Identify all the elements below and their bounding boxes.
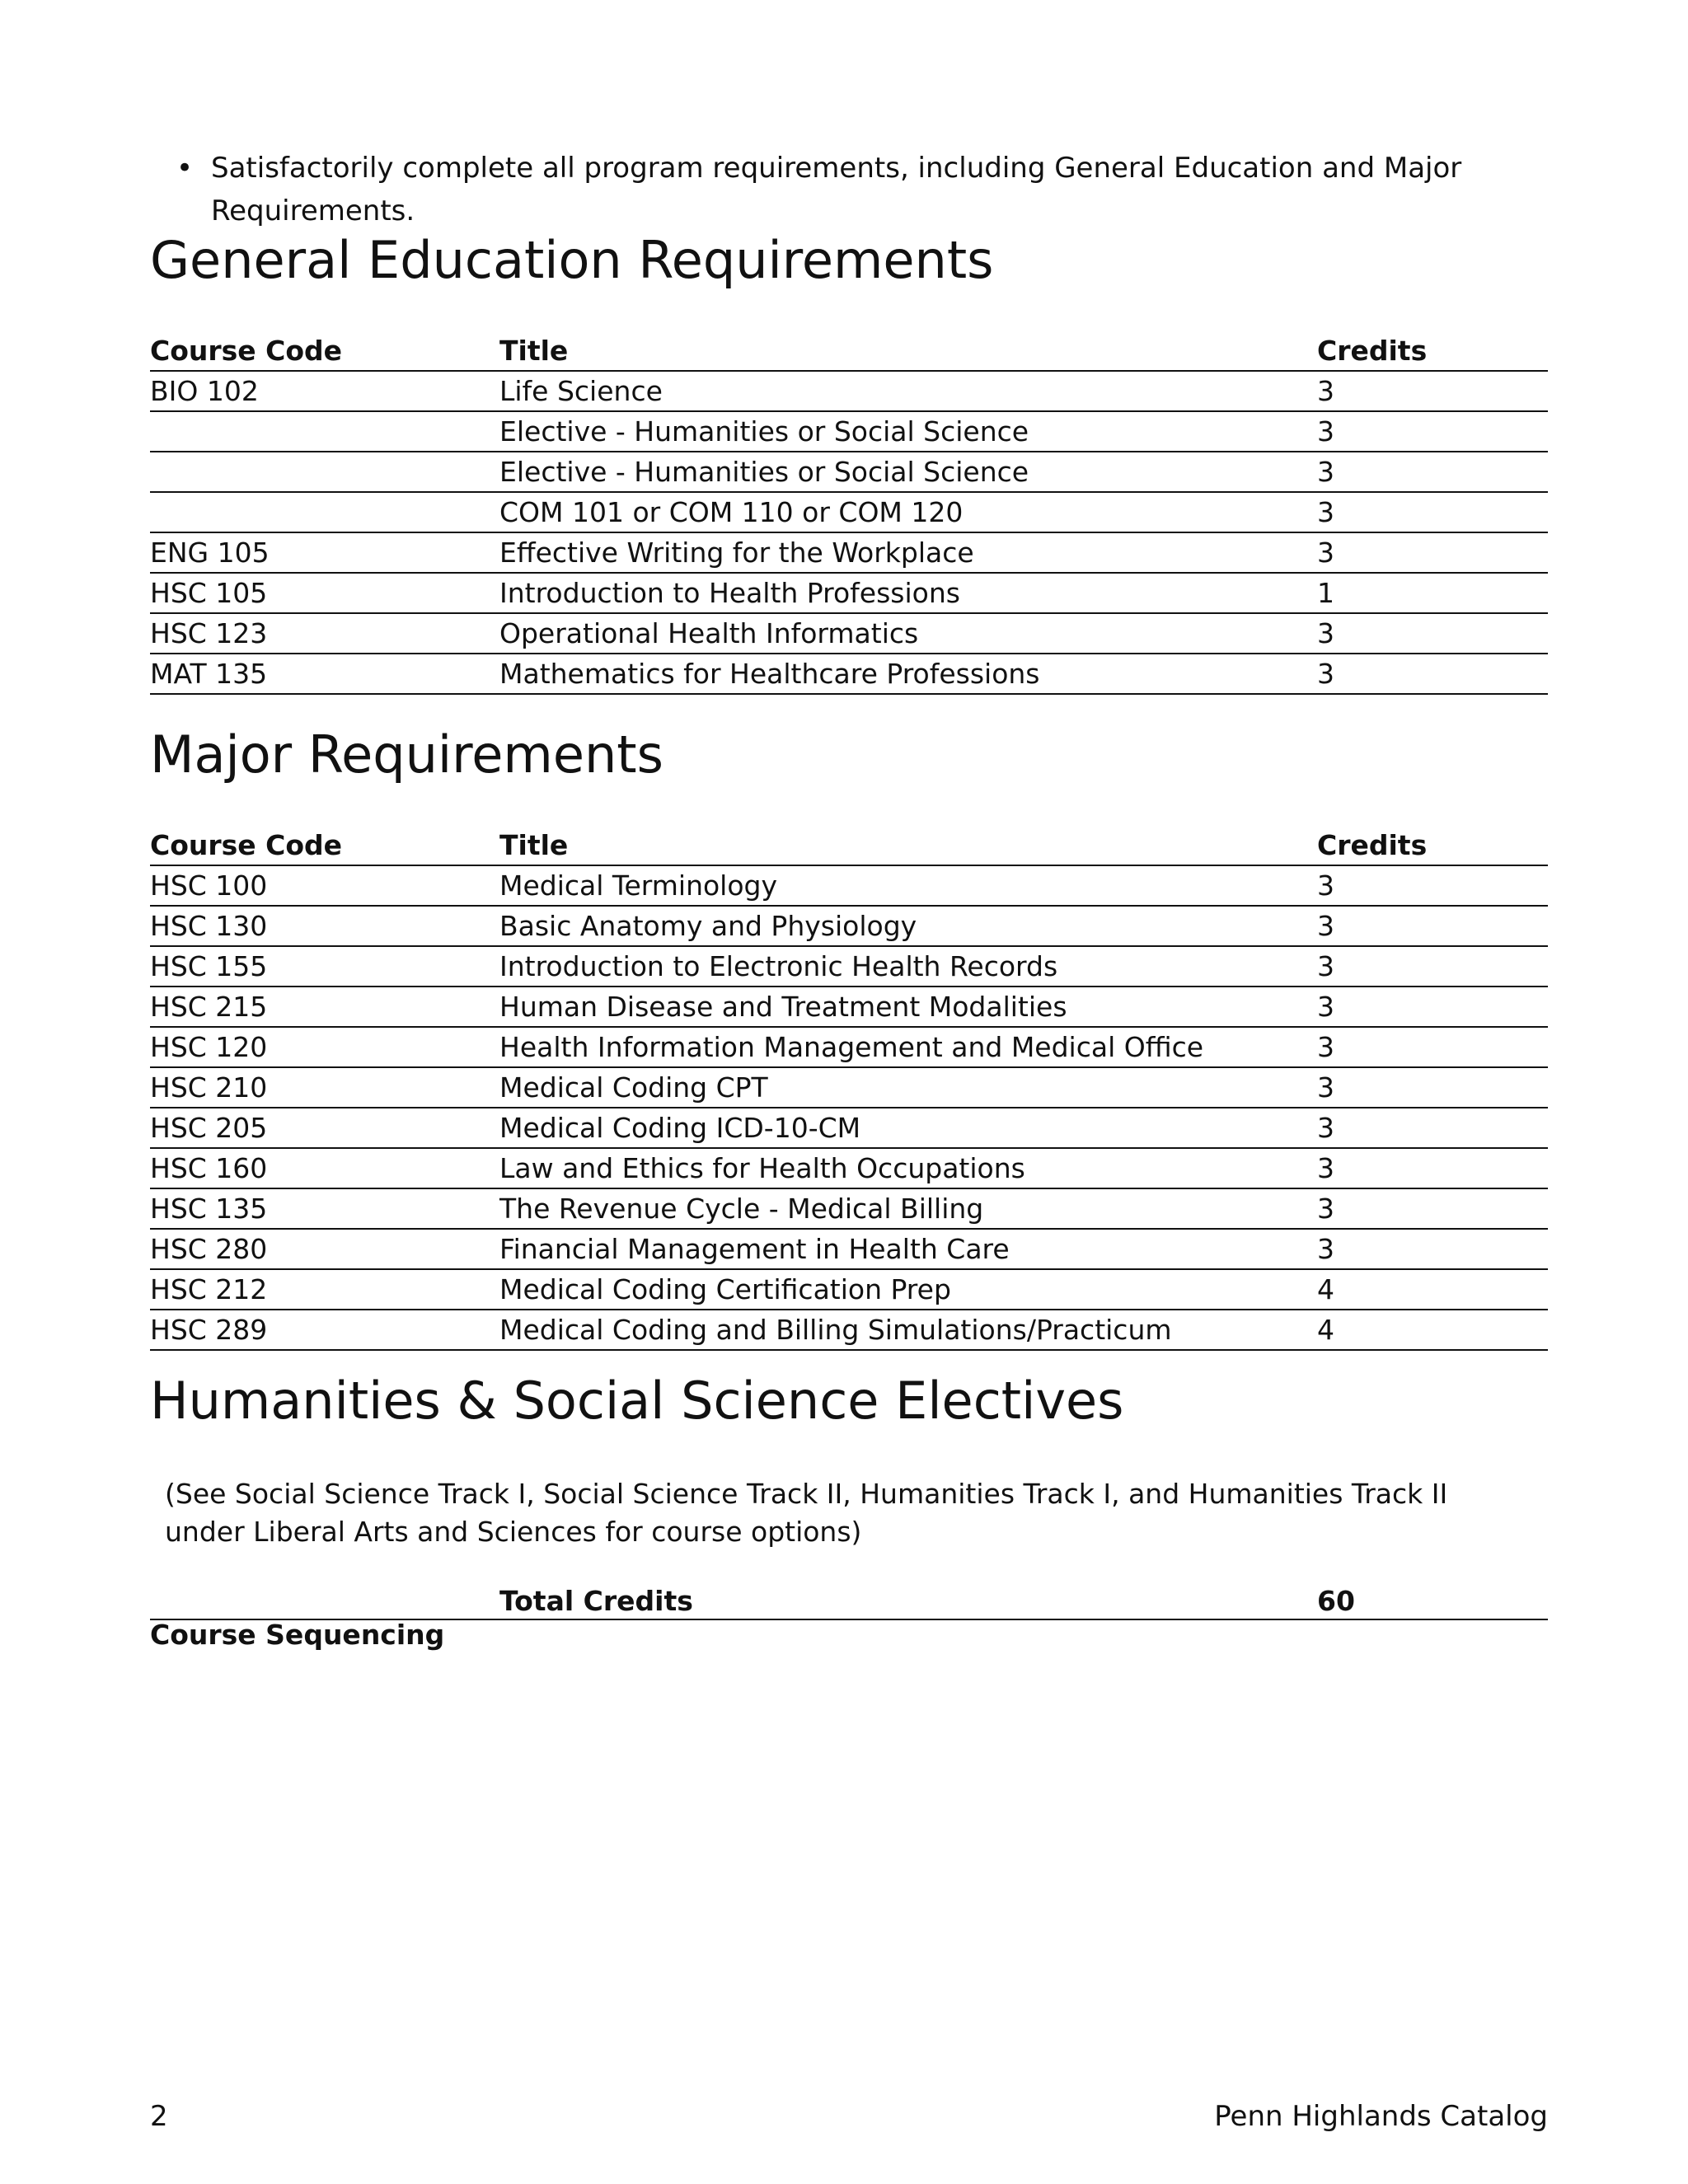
column-header-title: Title (499, 331, 1317, 371)
course-credits: 3 (1317, 613, 1548, 654)
course-credits: 4 (1317, 1310, 1548, 1350)
table-row (150, 532, 1548, 573)
course-title: Elective - Humanities or Social Science (499, 452, 1317, 492)
course-title: Human Disease and Treatment Modalities (499, 987, 1317, 1027)
total-credits-row (150, 1579, 1548, 1620)
course-code: HSC 212 (150, 1269, 499, 1310)
course-credits: 3 (1317, 452, 1548, 492)
course-code: HSC 215 (150, 987, 499, 1027)
course-credits: 3 (1317, 492, 1548, 532)
course-sequencing-label: Course Sequencing (150, 1619, 445, 1651)
course-code: HSC 160 (150, 1148, 499, 1188)
course-title: Introduction to Electronic Health Records (499, 946, 1317, 987)
table-row (150, 492, 1548, 532)
course-credits: 3 (1317, 371, 1548, 411)
table-row (150, 906, 1548, 946)
course-code (150, 492, 499, 532)
course-credits: 3 (1317, 987, 1548, 1027)
course-code (150, 411, 499, 452)
requirement-item (176, 147, 1545, 232)
general-education-table (150, 331, 1548, 695)
table-row (150, 1310, 1548, 1350)
table-row (150, 1067, 1548, 1108)
course-title: Basic Anatomy and Physiology (499, 906, 1317, 946)
table-row (150, 1027, 1548, 1067)
table-row (150, 411, 1548, 452)
course-title: Mathematics for Healthcare Professions (499, 654, 1317, 694)
course-credits: 1 (1317, 573, 1548, 613)
course-code: HSC 210 (150, 1067, 499, 1108)
course-code: ENG 105 (150, 532, 499, 573)
course-code: HSC 155 (150, 946, 499, 987)
course-title: Effective Writing for the Workplace (499, 532, 1317, 573)
course-code: HSC 280 (150, 1229, 499, 1269)
course-code (150, 452, 499, 492)
course-credits: 4 (1317, 1269, 1548, 1310)
table-row (150, 573, 1548, 613)
course-code: HSC 123 (150, 613, 499, 654)
course-credits: 3 (1317, 1067, 1548, 1108)
total-credits-value: 60 (1317, 1585, 1355, 1617)
course-title: Life Science (499, 371, 1317, 411)
course-title: The Revenue Cycle - Medical Billing (499, 1188, 1317, 1229)
table-row (150, 865, 1548, 906)
course-credits: 3 (1317, 906, 1548, 946)
course-credits: 3 (1317, 654, 1548, 694)
table-header-row (150, 331, 1548, 371)
table-row (150, 1108, 1548, 1148)
column-header-code: Course Code (150, 826, 499, 865)
total-credits-label: Total Credits (499, 1585, 693, 1617)
course-credits: 3 (1317, 532, 1548, 573)
course-credits: 3 (1317, 1108, 1548, 1148)
course-credits: 3 (1317, 946, 1548, 987)
catalog-title: Penn Highlands Catalog (1214, 2100, 1548, 2133)
table-row (150, 371, 1548, 411)
course-code: HSC 105 (150, 573, 499, 613)
course-code: HSC 100 (150, 865, 499, 906)
table-row (150, 1229, 1548, 1269)
table-row (150, 613, 1548, 654)
course-code: HSC 135 (150, 1188, 499, 1229)
column-header-credits: Credits (1317, 331, 1548, 371)
course-credits: 3 (1317, 865, 1548, 906)
general-education-heading: General Education Requirements (150, 230, 994, 290)
table-row (150, 452, 1548, 492)
page-number: 2 (150, 2100, 168, 2133)
requirements-list (176, 147, 1545, 232)
course-code: HSC 120 (150, 1027, 499, 1067)
electives-note: (See Social Science Track I, Social Science Track II, Humanities Track I, and Humanities Track II under Liberal Arts and Sciences for course options) (165, 1478, 1448, 1548)
table-row (150, 1269, 1548, 1310)
course-credits: 3 (1317, 1229, 1548, 1269)
course-title: Medical Terminology (499, 865, 1317, 906)
table-header-row (150, 826, 1548, 865)
course-code: HSC 289 (150, 1310, 499, 1350)
course-code: HSC 130 (150, 906, 499, 946)
course-title: Medical Coding CPT (499, 1067, 1317, 1108)
course-credits: 3 (1317, 411, 1548, 452)
course-title: Financial Management in Health Care (499, 1229, 1317, 1269)
course-title: Elective - Humanities or Social Science (499, 411, 1317, 452)
column-header-code: Course Code (150, 331, 499, 371)
course-title: Medical Coding ICD-10-CM (499, 1108, 1317, 1148)
table-row (150, 654, 1548, 694)
requirement-text: Satisfactorily complete all program requirements, including General Education and Major Requirements. (211, 152, 1462, 227)
course-credits: 3 (1317, 1148, 1548, 1188)
course-code: BIO 102 (150, 371, 499, 411)
course-title: Health Information Management and Medical Office (499, 1027, 1317, 1067)
course-title: Medical Coding Certification Prep (499, 1269, 1317, 1310)
bullet-icon: • (176, 152, 194, 185)
course-credits: 3 (1317, 1188, 1548, 1229)
course-title: Medical Coding and Billing Simulations/Practicum (499, 1310, 1317, 1350)
table-row (150, 987, 1548, 1027)
table-row (150, 946, 1548, 987)
electives-heading: Humanities & Social Science Electives (150, 1371, 1124, 1431)
course-code: MAT 135 (150, 654, 499, 694)
course-title: Introduction to Health Professions (499, 573, 1317, 613)
course-title: COM 101 or COM 110 or COM 120 (499, 492, 1317, 532)
course-credits: 3 (1317, 1027, 1548, 1067)
table-row (150, 1148, 1548, 1188)
column-header-credits: Credits (1317, 826, 1548, 865)
major-requirements-table (150, 826, 1548, 1351)
course-code: HSC 205 (150, 1108, 499, 1148)
column-header-title: Title (499, 826, 1317, 865)
table-row (150, 1188, 1548, 1229)
course-title: Law and Ethics for Health Occupations (499, 1148, 1317, 1188)
course-title: Operational Health Informatics (499, 613, 1317, 654)
major-requirements-heading: Major Requirements (150, 724, 663, 785)
